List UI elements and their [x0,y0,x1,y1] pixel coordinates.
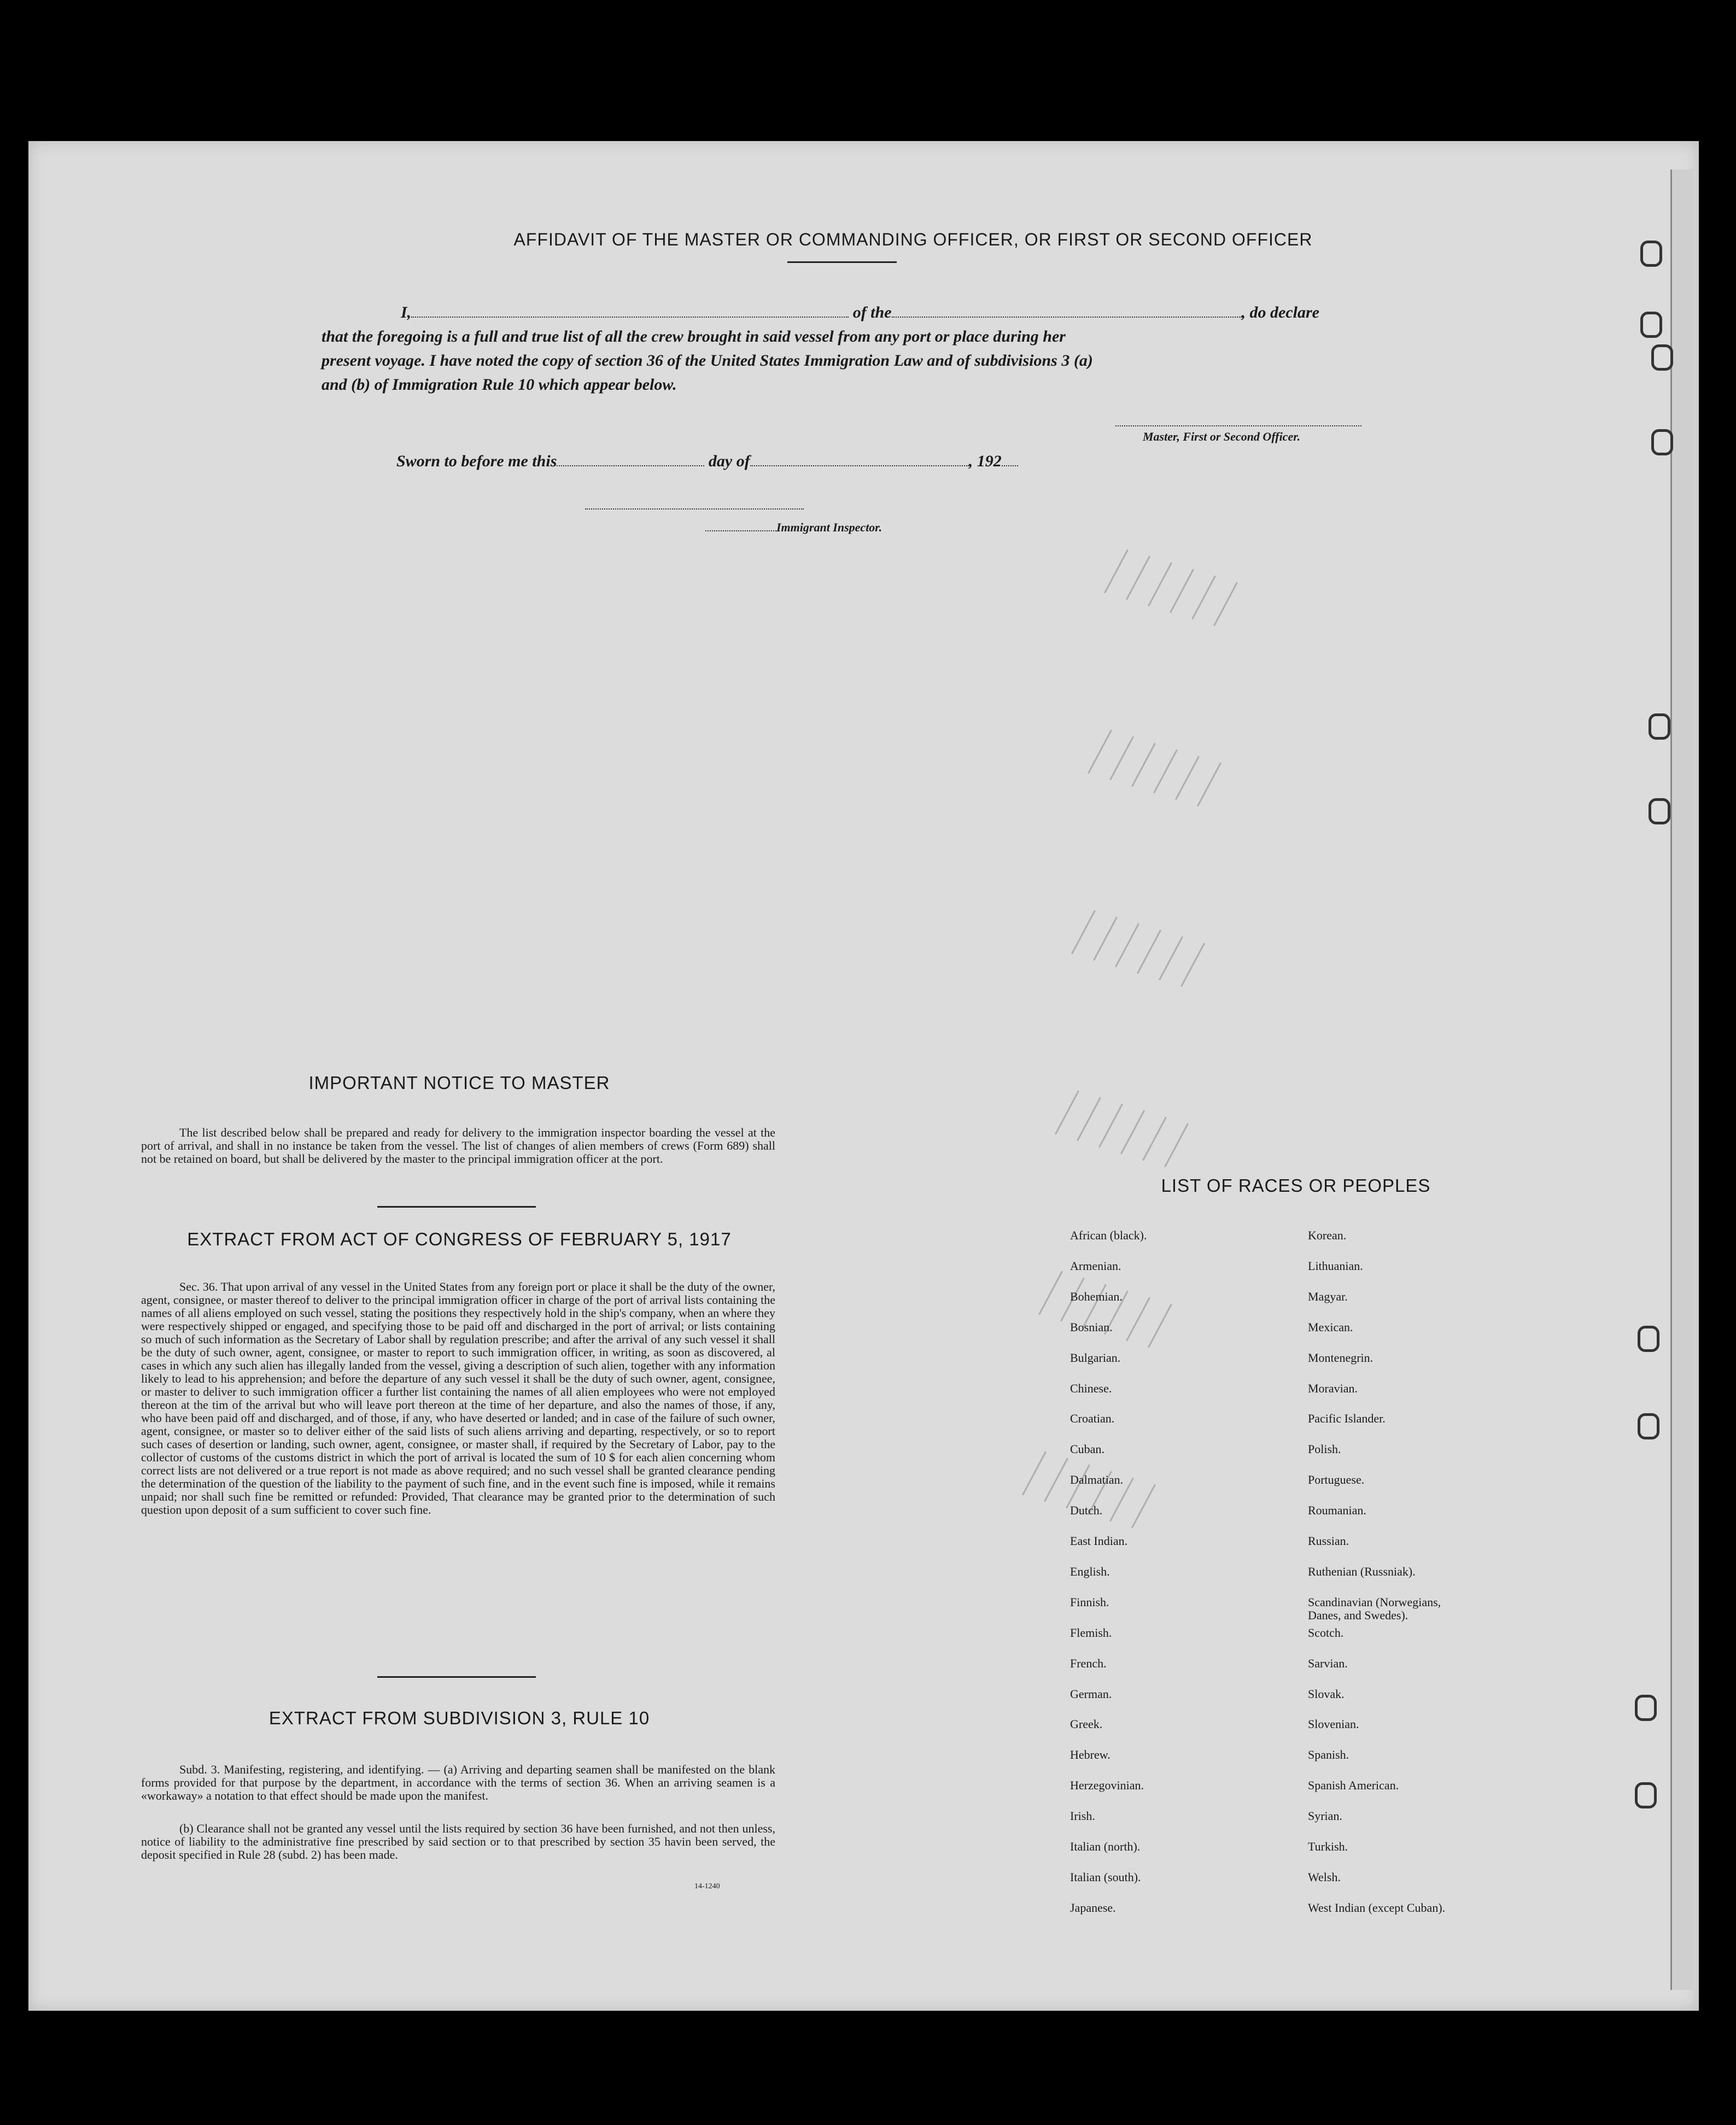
binder-hole [1640,241,1662,267]
binder-hole [1649,798,1670,824]
year-label: , 192 [968,452,1002,470]
do-declare-label: , do declare [1241,303,1319,321]
race-item: Polish. [1308,1442,1341,1456]
race-item: Bohemian. [1070,1289,1123,1303]
month-blank[interactable] [750,450,969,466]
page-edge [1670,169,1694,1990]
sworn-label: Sworn to before me this [396,452,557,470]
race-item: Flemish. [1070,1625,1112,1640]
race-item: Greek. [1070,1717,1103,1731]
race-item: Korean. [1308,1228,1347,1242]
affidavit-line-3: present voyage. I have noted the copy of section 36 of the United States Immigration Law and of subdivisions 3 (a) [322,352,1093,370]
race-item: Spanish. [1308,1748,1349,1762]
race-item: Irish. [1070,1809,1095,1823]
race-item: Mexican. [1308,1320,1353,1334]
notice-rule [377,1206,536,1208]
race-item: Bulgarian. [1070,1350,1121,1365]
race-item: Chinese. [1070,1381,1112,1395]
race-item: Bosnian. [1070,1320,1113,1334]
master-signature-line[interactable] [1115,425,1361,426]
i-label: I, [401,303,412,321]
name-blank[interactable] [411,301,849,318]
of-the-label: of the [852,303,892,321]
affidavit-line-4: and (b) of Immigration Rule 10 which appear below. [322,376,677,394]
race-item: Armenian. [1070,1258,1121,1273]
race-item: Croatian. [1070,1412,1115,1426]
notice-text: The list described below shall be prepared and ready for delivery to the immigration inspector boarding the vessel at the port of arrival, and shall in no instance be taken from the vessel. The list of changes of alien members of crews (Form 689) shall not be retained on board, but shall be delivered by the master to the principal immigration officer at the port. [141,1126,775,1166]
race-item: Pacific Islander. [1308,1412,1386,1426]
race-item: Roumanian. [1308,1503,1366,1518]
affidavit-line-2: that the foregoing is a full and true list of all the crew brought in said vessel from any port or place during her [322,327,1066,346]
rule-para-a: Subd. 3. Manifesting, registering, and identifying. — (a) Arriving and departing seamen shall be manifested on the blank forms provided for that purpose by the department, in accordance with the terms of section 36. When an arriving seamen is a «workaway» a notation to that effect should be made upon the manifest. [141,1763,775,1802]
race-item: Cuban. [1070,1442,1104,1456]
race-item: Scotch. [1308,1625,1344,1640]
race-item: Lithuanian. [1308,1258,1363,1273]
race-item: Italian (north). [1070,1840,1141,1853]
inspector-signature-line[interactable] [585,508,804,510]
race-item: Finnish. [1070,1595,1109,1609]
race-item: Ruthenian (Russniak). [1308,1564,1416,1578]
notice-title: IMPORTANT NOTICE TO MASTER [308,1073,610,1093]
race-item: West Indian (except Cuban). [1308,1900,1446,1915]
binder-hole [1635,1782,1657,1808]
binder-hole [1651,429,1673,455]
race-item: German. [1070,1687,1112,1701]
race-item: Turkish. [1308,1840,1348,1853]
inspector-dots [705,520,776,531]
act-text: Sec. 36. That upon arrival of any vessel in the United States from any foreign port or place it shall be the duty of the owner, agent, consignee, or master thereof to deliver to the principal immigration officer in charge of the port of arrival lists containing the names of all aliens employed on such vessel, stating the positions they respectively hold in the ship's company, when an where they were respectively shipped or engaged, and specifying those to be paid off and discharged in the port of arrival; or lists containing so much of such information as the Secretary of Labor shall by regulation prescribe; and after the arrival of any such vessel it shall be the duty of such owner, agent, consignee, or master to report to such immigration officer, in writing, as soon as discovered, al cases in which any such alien has illegally landed from the vessel, giving a description of such alien, together with any information likely to lead to his apprehension; and before the departure of any such vessel it shall be the duty of such owner, agent, consignee, or master to deliver to such immigration officer a further list containing the names of all alien employees who were not employed thereon at the tim of the arrival but who will leave port thereon at the time of her departure, and also the names of those, if any, who have been paid off and discharged, and of those, if any, who have deserted or landed; and in case of the failure of such owner, agent, consignee, or master so to deliver either of the said lists of such aliens arriving and departing, respectively, or so to report such cases of desertion or landing, such owner, agent, consignee, or master shall, if required by the Secretary of Labor, pay to the collector of customs of the customs district in which the port of arrival is located the sum of 10 $ for each alien concerning whom correct lists are not delivered or a true report is not made as above required; and no such vessel shall be granted clearance pending the determination of the question of the liability to the payment of such fine, and in the event such fine is imposed, while it remains unpaid; nor shall such fine be remitted or refunded: Provided, That clearance may be granted prior to the determination of such question upon deposit of a sum sufficient to cover such fine. [141,1280,775,1517]
race-item: Welsh. [1308,1870,1341,1884]
race-item: Russian. [1308,1534,1349,1548]
race-item: Montenegrin. [1308,1350,1373,1365]
race-item: Dutch. [1070,1503,1103,1518]
race-item: Italian (south). [1070,1870,1141,1884]
race-item: Dalmatian. [1070,1473,1124,1487]
binder-hole [1638,1326,1659,1352]
binder-hole [1635,1695,1657,1721]
race-item: Japanese. [1070,1900,1116,1915]
race-item: Magyar. [1308,1289,1348,1303]
race-item: Slovak. [1308,1687,1345,1701]
vessel-blank[interactable] [892,301,1242,318]
year-blank[interactable] [1002,450,1018,466]
race-item: African (black). [1070,1228,1147,1242]
race-item: Sarvian. [1308,1656,1348,1670]
binder-hole [1649,713,1670,740]
act-rule [377,1676,536,1678]
race-item: French. [1070,1656,1107,1670]
race-item: Scandinavian (Norwegians, Danes, and Swedes). [1308,1595,1441,1622]
race-item: Syrian. [1308,1809,1342,1823]
day-blank[interactable] [557,450,704,466]
race-item: Herzegovinian. [1070,1778,1144,1793]
race-item: East Indian. [1070,1534,1128,1548]
rule-title: EXTRACT FROM SUBDIVISION 3, RULE 10 [268,1708,650,1728]
act-title: EXTRACT FROM ACT OF CONGRESS OF FEBRUARY 5, 1917 [187,1229,732,1249]
race-item: Portuguese. [1308,1473,1365,1487]
inspector-label [705,520,882,535]
affidavit-title: AFFIDAVIT OF THE MASTER OR COMMANDING OFFICER, OR FIRST OR SECOND OFFICER [513,230,1313,249]
title-rule [787,261,897,263]
form-number: 14-1240 [694,1882,720,1890]
race-item: Moravian. [1308,1381,1358,1395]
race-item: Hebrew. [1070,1748,1110,1762]
master-signature-label: Master, First or Second Officer. [1143,430,1301,443]
race-item: Slovenian. [1308,1717,1359,1731]
race-item: Spanish American. [1308,1778,1399,1793]
sworn-line [396,449,1162,473]
affidavit-line-1 [322,301,1360,325]
inspector-label-text: Immigrant Inspector. [776,520,882,534]
rule-para-b: (b) Clearance shall not be granted any vessel until the lists required by section 36 have been furnished, and not then unless, notice of liability to the administrative fine prescribed by said section or to that prescribed by section 35 havin been served, the deposit specified in Rule 28 (subd. 2) has been made. [141,1822,775,1861]
race-item: English. [1070,1564,1110,1578]
day-of-label: day of [708,452,750,470]
binder-hole [1640,312,1662,338]
binder-hole [1651,344,1673,371]
races-title: LIST OF RACES OR PEOPLES [1161,1175,1431,1196]
binder-hole [1638,1413,1659,1439]
